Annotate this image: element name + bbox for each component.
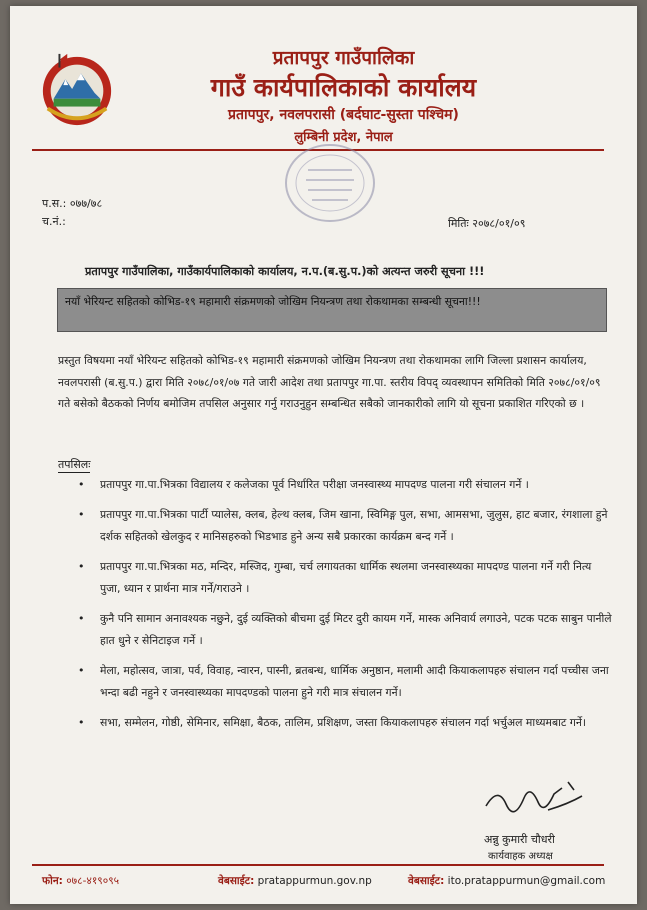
list-item: • प्रतापपुर गा.पा.भित्रका विद्यालय र कलेजका पूर्व निर्धारित परीक्षा जनस्वास्थ्य मापदण्ड पालना गरी संचालन गर्ने । [56, 474, 612, 496]
dispatch-number: च.नं.: [42, 215, 66, 228]
bullet-icon: • [78, 716, 85, 729]
province-country: लुम्बिनी प्रदेश, नेपाल [294, 130, 393, 145]
list-item: • प्रतापपुर गा.पा.भित्रका मठ, मन्दिर, मस्जिद, गुम्बा, चर्च लगायतका धार्मिक स्थलमा जनस्वास्थ्यका मापदण्ड पालना गर्ने गरी नित्य पुजा, ध्यान र प्रार्थना मात्र गर्ने/गराउने । [56, 556, 612, 600]
footer-rule [32, 864, 604, 866]
signatory-name: अन्नु कुमारी चौधरी [484, 833, 555, 846]
signature-scrawl-icon [478, 776, 588, 831]
notice-subject: प्रतापपुर गाउँपालिका, गाउँकार्यपालिकाको कार्यालय, न.प.(ब.सु.प.)को अत्यन्त जरुरी सूचना !!! [85, 265, 485, 278]
footer-website[interactable]: वेबसाईट: pratappurmun.gov.np [218, 875, 372, 887]
bullet-icon: • [78, 560, 85, 573]
letter-page [10, 6, 637, 904]
office-address: प्रतापपुर, नवलपरासी (बर्दघाट-सुस्ता पश्चिम) [228, 107, 459, 123]
list-item: • मेला, महोत्सव, जात्रा, पर्व, विवाह, न्वारन, पास्नी, ब्रतबन्ध, धार्मिक अनुष्ठान, मलामी आदी कियाकलापहरु संचालन गर्दा पच्चीस जना भन्दा बढी नहुने र जनस्वास्थ्यका मापदण्डको पालना हुने गरी मात्र संचालन गर्ने। [56, 660, 612, 704]
footer-phone: फोन: ०७८-४१९०९५ [42, 875, 120, 887]
notice-topic-box: नयाँ भेरियन्ट सहितको कोभिड-१९ महामारी संक्रमणको जोखिम नियन्त्रण तथा रोकथामका सम्बन्धी सूचना!!! [57, 288, 607, 332]
footer-email[interactable]: वेबसाईट: ito.pratappurmun@gmail.com [408, 875, 606, 887]
office-stamp-icon [280, 138, 380, 228]
office-name: गाउँ कार्यपालिकाको कार्यालय [210, 73, 477, 102]
list-item: • प्रतापपुर गा.पा.भित्रका पार्टी प्यालेस, क्लब, हेल्थ क्लब, जिम खाना, स्विमिङ्ग पुल, सभा, आमसभा, जुलुस, हाट बजार, रंगशाला हुने दर्शक सहितको खेलकुद र मानिसहरुको भिडभाड हुने अन्य सबै प्रकारका कार्यक्रम बन्द गर्ने । [56, 504, 612, 548]
municipality-name: प्रतापपुर गाउँपालिका [272, 47, 415, 69]
list-item: • कुनै पनि सामान अनावश्यक नछुने, दुई व्यक्तिको बीचमा दुई मिटर दुरी कायम गर्ने, मास्क अनिवार्य लगाउने, पटक पटक साबुन पानीले हात धुने र सेनिटाइज गर्ने । [56, 608, 612, 652]
signatory-title: कार्यवाहक अध्यक्ष [488, 851, 553, 862]
bullet-icon: • [78, 612, 85, 625]
list-label: तपसिलः [58, 458, 91, 471]
bullet-icon: • [78, 508, 85, 521]
directive-list [56, 474, 612, 742]
letter-date: मितिः २०७८/०१/०९ [448, 217, 526, 230]
reference-number: प.स.: ०७७/७८ [42, 197, 103, 210]
notice-body: प्रस्तुत विषयमा नयाँ भेरियन्ट सहितको कोभिड-१९ महामारी संक्रमणको जोखिम नियन्त्रण तथा रोकथामका लागि जिल्ला प्रशासन कार्यालय, नवलपरासी (ब.सु.प.) द्वारा मिति २०७८/०१/०७ गते जारी आदेश तथा प्रतापपुर गा.पा. स्तरीय विपद् व्यवस्थापन समितिको मिति २०७८/०१/०९ गते बसेको बैठकको निर्णय बमोजिम तपसिल अनुसार गर्नु गराउनुहुन सम्बन्धित सबैको जानकारीको लागि यो सूचना प्रकाशित गरिएको छ । [58, 354, 601, 410]
bullet-icon: • [78, 664, 85, 677]
bullet-icon: • [78, 478, 85, 491]
list-item: • सभा, सम्मेलन, गोष्ठी, सेमिनार, समिक्षा, बैठक, तालिम, प्रशिक्षण, जस्ता कियाकलापहरु संचालन गर्दा भर्चुअल माध्यमबाट गर्ने। [56, 712, 612, 734]
